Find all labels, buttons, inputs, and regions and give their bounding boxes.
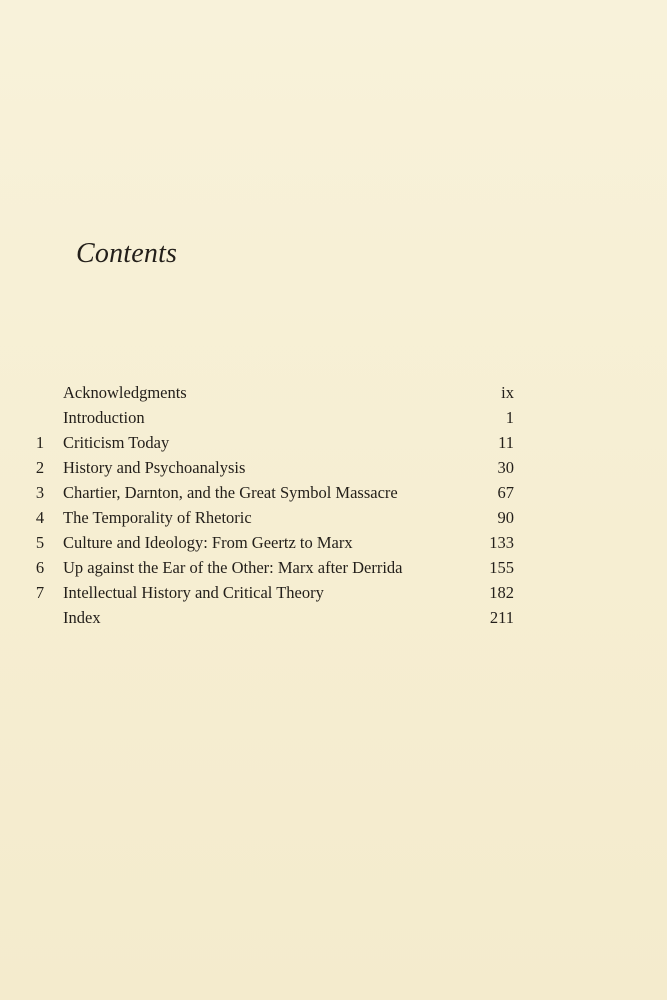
toc-entry-chapter-2 xyxy=(30,455,514,480)
contents-heading: Contents xyxy=(76,238,178,269)
toc-entry-introduction xyxy=(30,405,514,430)
chapter-number: 1 xyxy=(35,433,45,452)
entry-title: Index xyxy=(63,608,101,627)
page-number: 182 xyxy=(489,583,514,602)
page-number: 11 xyxy=(498,433,514,452)
toc-entry-index xyxy=(30,605,514,630)
entry-title: Criticism Today xyxy=(63,433,170,452)
chapter-number: 4 xyxy=(35,508,45,527)
toc-entry-chapter-1 xyxy=(30,430,514,455)
entry-title: Up against the Ear of the Other: Marx after Derrida xyxy=(63,558,403,577)
page-number: 133 xyxy=(489,533,514,552)
page-number: 30 xyxy=(497,458,514,477)
page-number: 90 xyxy=(497,508,514,527)
toc-entry-chapter-5 xyxy=(30,530,514,555)
page-number: ix xyxy=(501,383,514,402)
chapter-number: 5 xyxy=(35,533,45,552)
entry-title: Introduction xyxy=(63,408,145,427)
entry-title: The Temporality of Rhetoric xyxy=(63,508,252,527)
page-number: 67 xyxy=(497,483,514,502)
entry-title: History and Psychoanalysis xyxy=(63,458,246,477)
chapter-number: 6 xyxy=(35,558,45,577)
entry-title: Culture and Ideology: From Geertz to Marx xyxy=(63,533,353,552)
chapter-number: 7 xyxy=(35,583,45,602)
page-number: 211 xyxy=(489,608,514,627)
entry-title: Acknowledgments xyxy=(63,383,187,402)
toc-entry-chapter-6 xyxy=(30,555,514,580)
page-number: 155 xyxy=(489,558,514,577)
toc-entry-acknowledgments xyxy=(30,380,514,405)
entry-title: Chartier, Darnton, and the Great Symbol Massacre xyxy=(63,483,398,502)
table-of-contents xyxy=(30,380,514,630)
page-number: 1 xyxy=(505,408,514,427)
chapter-number: 2 xyxy=(35,458,45,477)
entry-title: Intellectual History and Critical Theory xyxy=(63,583,324,602)
toc-entry-chapter-3 xyxy=(30,480,514,505)
toc-entry-chapter-4 xyxy=(30,505,514,530)
toc-entry-chapter-7 xyxy=(30,580,514,605)
chapter-number: 3 xyxy=(35,483,45,502)
